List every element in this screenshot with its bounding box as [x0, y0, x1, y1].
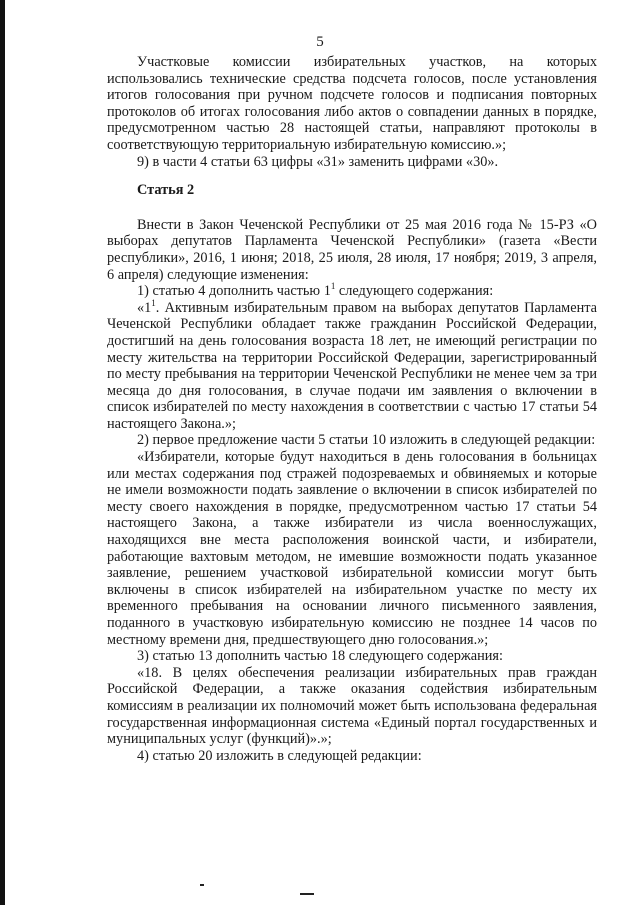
- paragraph-amend-law: Внести в Закон Чеченской Республики от 25 мая 2016 года № 15-РЗ «О выборах депутатов Парламента Чеченской Республики» (газета «Вести республики», 2016, 1 июня; 2018, 25 июля, 28 июля, 17 ноября; 2019, 3 апреля, 6 апреля) следующие изменения:: [107, 216, 597, 283]
- item-1-superscript: 1: [330, 281, 336, 292]
- paragraph-voters: «Избиратели, которые будут находиться в день голосования в больницах или местах содержания под стражей подозреваемых и обвиняемых и которые не имели возможности подать заявление о включении в список избирателей по месту своего нахождения в порядке, предусмотренном частью 17 статьи 54 настоящего Закона, а также избиратели из числа военнослужащих, находящихся вне места расположения воинской части, и избиратели, работающие вахтовым методом, не имевшие возможности подать указанное заявление, решением участковой избирательной комиссии могут быть включены в список избирателей на избирательном участке по месту их временного пребывания на основании личного письменного заявления, поданного в участковую избирательную комиссию не позднее 14 часов по местному времени дня, предшествующего дню голосования.»;: [107, 449, 597, 648]
- part-1-1-superscript: 1: [151, 297, 156, 308]
- scan-speck-left: [200, 884, 204, 886]
- paragraph-item-4: 4) статью 20 изложить в следующей редакции:: [137, 747, 422, 764]
- item-1-text-end: следующего содержания:: [335, 283, 494, 300]
- part-1-1-text: . Активным избирательным правом на выборах депутатов Парламента Чеченской Республики обладает также гражданин Российской Федерации, достигший на день голосования возраста 18 лет, не имеющий регистрации по месту жительства на территории Российской Федерации, зарегистрированный по месту пребывания на территории Чеченской Республики не менее чем за три месяца до дня голосования, в случае подачи им заявления о включении в список избирателей по месту нахождения в соответствии с частью 17 статьи 54 настоящего Закона.»;: [107, 299, 597, 432]
- paragraph-part-18: «18. В целях обеспечения реализации избирательных прав граждан Российской Федерации, а также оказания содействия избирательным комиссиям в реализации их полномочий может быть использована федеральная государственная информационная система «Единый портал государственных и муниципальных услуг (функций)».»;: [107, 664, 597, 748]
- paragraph-item-3: 3) статью 13 дополнить частью 18 следующего содержания:: [137, 648, 503, 665]
- part-1-1-start: «1: [137, 299, 152, 316]
- paragraph-item-1: [107, 283, 597, 300]
- paragraph-item-2: 2) первое предложение части 5 статьи 10 изложить в следующей редакции:: [137, 432, 596, 449]
- page-number: 5: [316, 34, 324, 50]
- document-body: [107, 54, 597, 764]
- scan-edge-bar: [0, 0, 5, 905]
- paragraph-commissions: Участковые комиссии избирательных участков, на которых использовались технические средства подсчета голосов, после установления итогов голосования при ручном подсчете голосов и подписания повторных протоколов об итогах голосования либо актов о совпадении данных в порядке, предусмотренном частью 28 настоящей статьи, направляют протоколы в соответствующую территориальную избирательную комиссию.»;: [107, 54, 597, 153]
- paragraph-item-9: 9) в части 4 статьи 63 цифры «31» заменить цифрами «30».: [137, 153, 499, 170]
- item-1-text: 1) статью 4 дополнить частью 1: [137, 283, 331, 300]
- paragraph-part-1-1: [107, 297, 597, 433]
- scan-speck-center: [300, 893, 314, 895]
- article-heading: Статья 2: [137, 182, 195, 199]
